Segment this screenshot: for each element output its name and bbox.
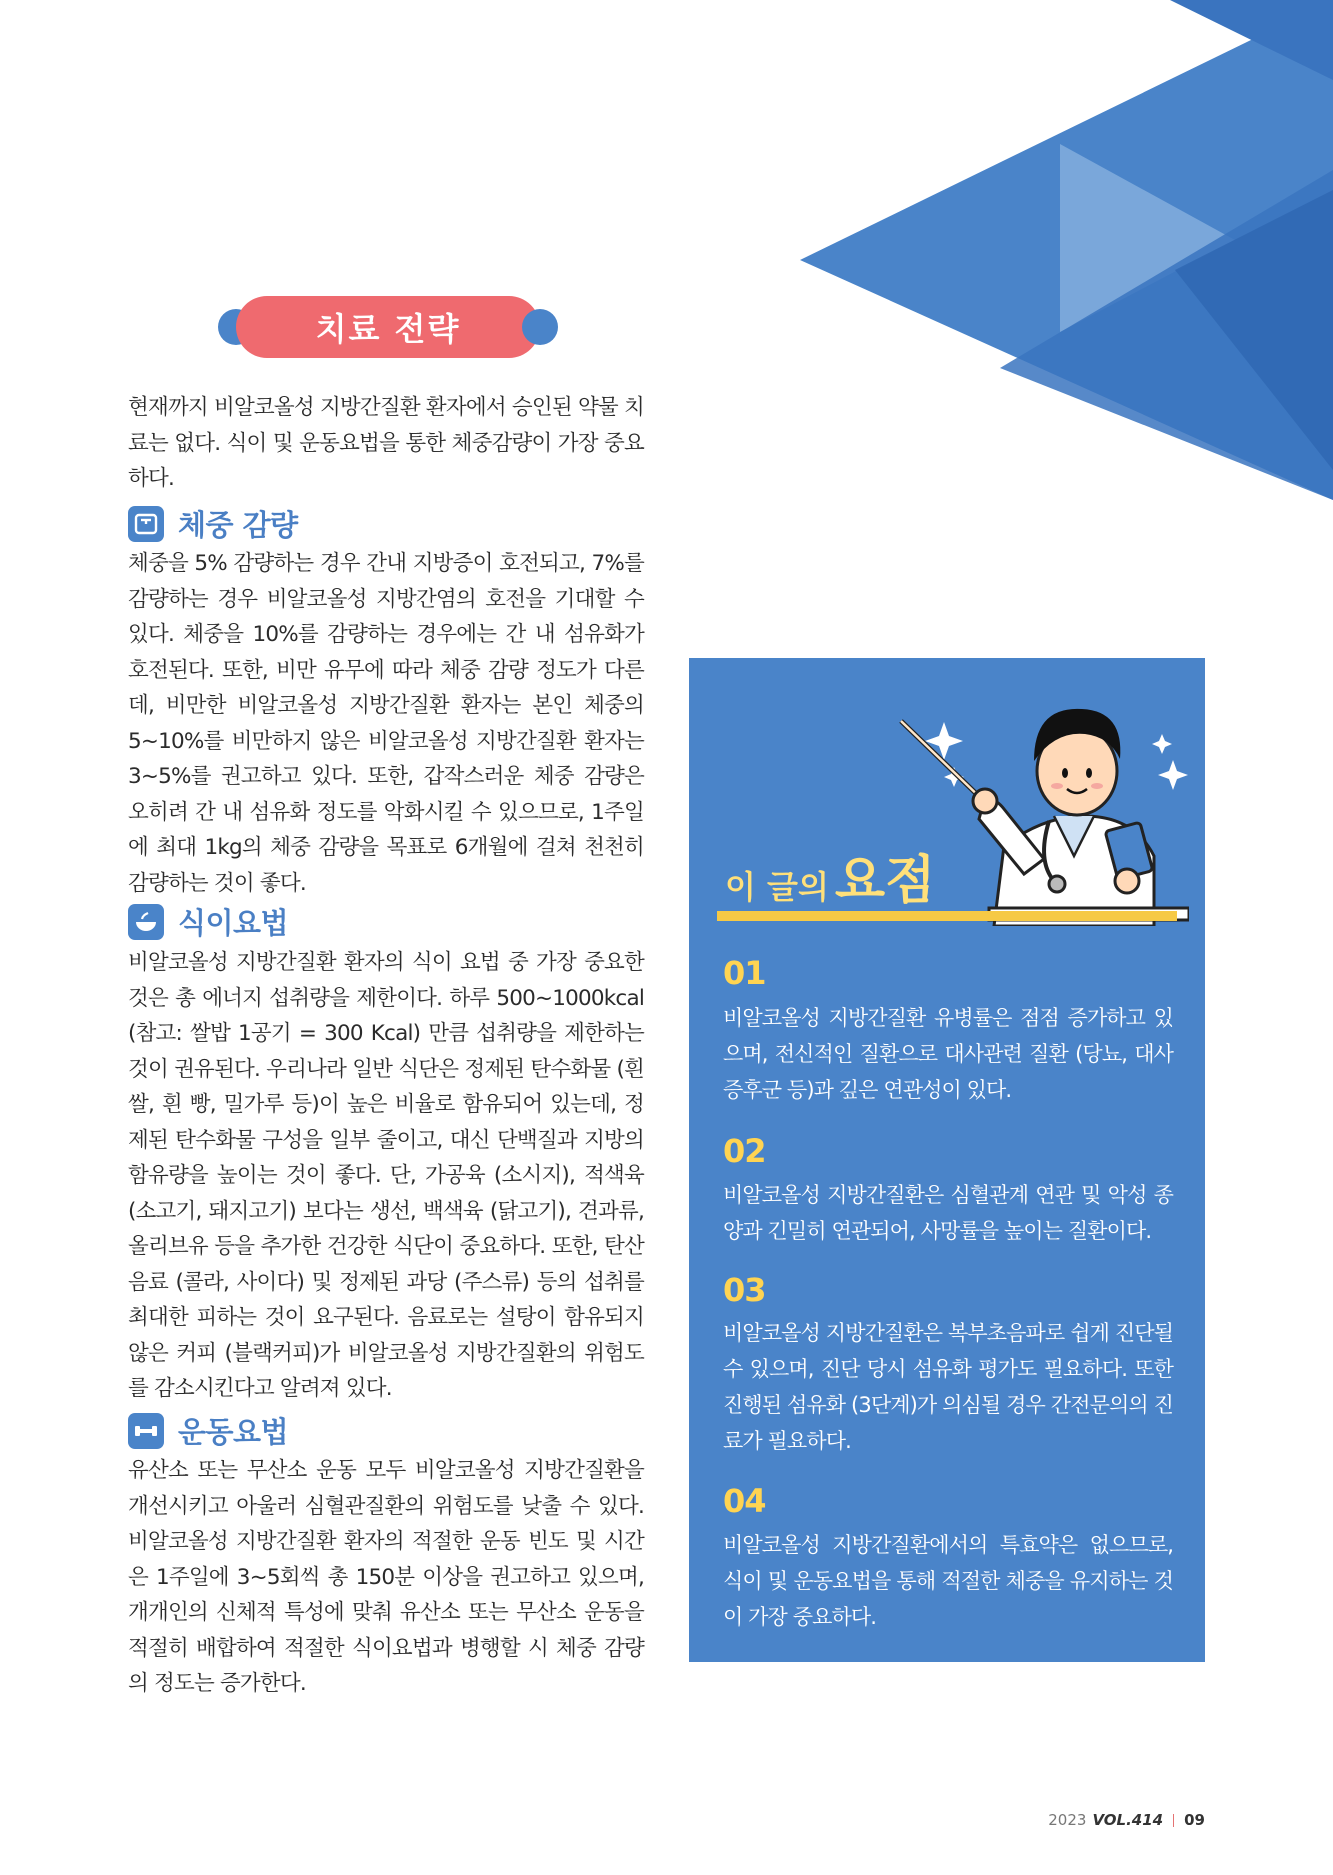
summary-item-text: 비알코올성 지방간질환 유병률은 점점 증가하고 있으며, 전신적인 질환으로 대사관련 질환 (당뇨, 대사증후군 등)과 깊은 연관성이 있다. (723, 1006, 1173, 1102)
footer-year: 2023 (1048, 1811, 1087, 1829)
subsection-diet-heading (128, 901, 288, 942)
intro-paragraph: 현재까지 비알코올성 지방간질환 환자에서 승인된 약물 치료는 없다. 식이 및 운동요법을 통한 체중감량이 가장 중요하다. (128, 395, 644, 491)
scale-icon (128, 506, 164, 542)
summary-title-small: 이 글의 (725, 868, 829, 906)
subsection-exercise-heading (128, 1410, 288, 1451)
summary-item-text: 비알코올성 지방간질환은 심혈관계 연관 및 악성 종양과 긴밀히 연관되어, 사망률을 높이는 질환이다. (723, 1183, 1173, 1243)
food-bowl-icon (128, 904, 164, 940)
weight-loss-body: 체중을 5% 감량하는 경우 간내 지방증이 호전되고, 7%를 감량하는 경우 비알코올성 지방간염의 호전을 기대할 수 있다. 체중을 10%를 감량하는 경우에는 간 내 섬유화가 호전된다. 또한, 비만 유무에 따라 체중 감량 정도가 다른데, 비만한 비알코올성 지방간질환 환자는 본인 체중의 5~10%를 비만하지 않은 비알코올성 지방간질환 환자는 3~5%를 권고하고 있다. 또한, 갑작스러운 체중 감량은 오히려 간 내 섬유화 정도를 악화시킬 수 있으므로, 1주일에 최대 1kg의 체중 감량을 목표로 6개월에 걸쳐 천천히 감량하는 것이 좋다. (128, 551, 644, 896)
page-footer (1048, 1811, 1205, 1829)
summary-item-text: 비알코올성 지방간질환은 복부초음파로 쉽게 진단될 수 있으며, 진단 당시 섬유화 평가도 필요하다. 또한 진행된 섬유화 (3단계)가 의심될 경우 간전문의의 진료가 필요하다. (723, 1321, 1173, 1453)
subsection-title: 식이요법 (178, 906, 289, 940)
summary-box (689, 658, 1205, 1662)
footer-volume: VOL.414 (1092, 1811, 1164, 1829)
exercise-body: 유산소 또는 무산소 운동 모두 비알코올성 지방간질환을 개선시키고 아울러 심혈관질환의 위험도를 낮출 수 있다. 비알코올성 지방간질환 환자의 적절한 운동 빈도 및 시간은 1주일에 3~5회씩 총 150분 이상을 권고하고 있으며, 개개인의 신체적 특성에 맞춰 유산소 또는 무산소 운동을 적절히 배합하여 적절한 식이요법과 병행할 시 체중 감량의 정도는 증가한다. (128, 1458, 644, 1696)
section-title-pill (214, 296, 562, 358)
section-title: 치료 전략 (236, 296, 540, 358)
diet-body: 비알코올성 지방간질환 환자의 식이 요법 중 가장 중요한 것은 총 에너지 섭취량을 제한이다. 하루 500~1000kcal (참고: 쌀밥 1공기 = 300 Kcal) 만큼 섭취량을 제한하는 것이 권유된다. 우리나라 일반 식단은 정제된 탄수화물 (흰 쌀, 흰 빵, 밀가루 등)이 높은 비율로 함유되어 있는데, 정제된 탄수화물 구성을 일부 줄이고, 대신 단백질과 지방의 함유량을 높이는 것이 좋다. 단, 가공육 (소시지), 적색육(소고기, 돼지고기) 보다는 생선, 백색육 (닭고기), 견과류, 올리브유 등을 추가한 건강한 식단이 중요하다. 또한, 탄산음료 (콜라, 사이다) 및 정제된 과당 (주스류) 등의 섭취를 최대한 피하는 것이 요구된다. 음료로는 설탕이 함유되지 않은 커피 (블랙커피)가 비알코올성 지방간질환의 위험도를 감소시킨다고 알려져 있다. (128, 950, 644, 1401)
page-number: 09 (1184, 1811, 1205, 1829)
summary-item-number: 04 (723, 1482, 766, 1520)
pill-dot-right (522, 309, 558, 345)
dumbbell-icon (128, 1413, 164, 1449)
footer-separator (1173, 1814, 1174, 1827)
summary-divider (717, 911, 1177, 921)
subsection-title: 체중 감량 (178, 508, 298, 542)
summary-item-number: 03 (723, 1271, 766, 1309)
summary-title-big: 요점 (834, 851, 936, 911)
subsection-weight-loss-heading (128, 503, 298, 544)
summary-item-number: 02 (723, 1132, 766, 1170)
summary-item-number: 01 (723, 954, 766, 992)
summary-title (725, 838, 935, 913)
summary-item-text: 비알코올성 지방간질환에서의 특효약은 없으므로, 식이 및 운동요법을 통해 적절한 체중을 유지하는 것이 가장 중요하다. (723, 1533, 1173, 1629)
subsection-title: 운동요법 (178, 1415, 289, 1449)
